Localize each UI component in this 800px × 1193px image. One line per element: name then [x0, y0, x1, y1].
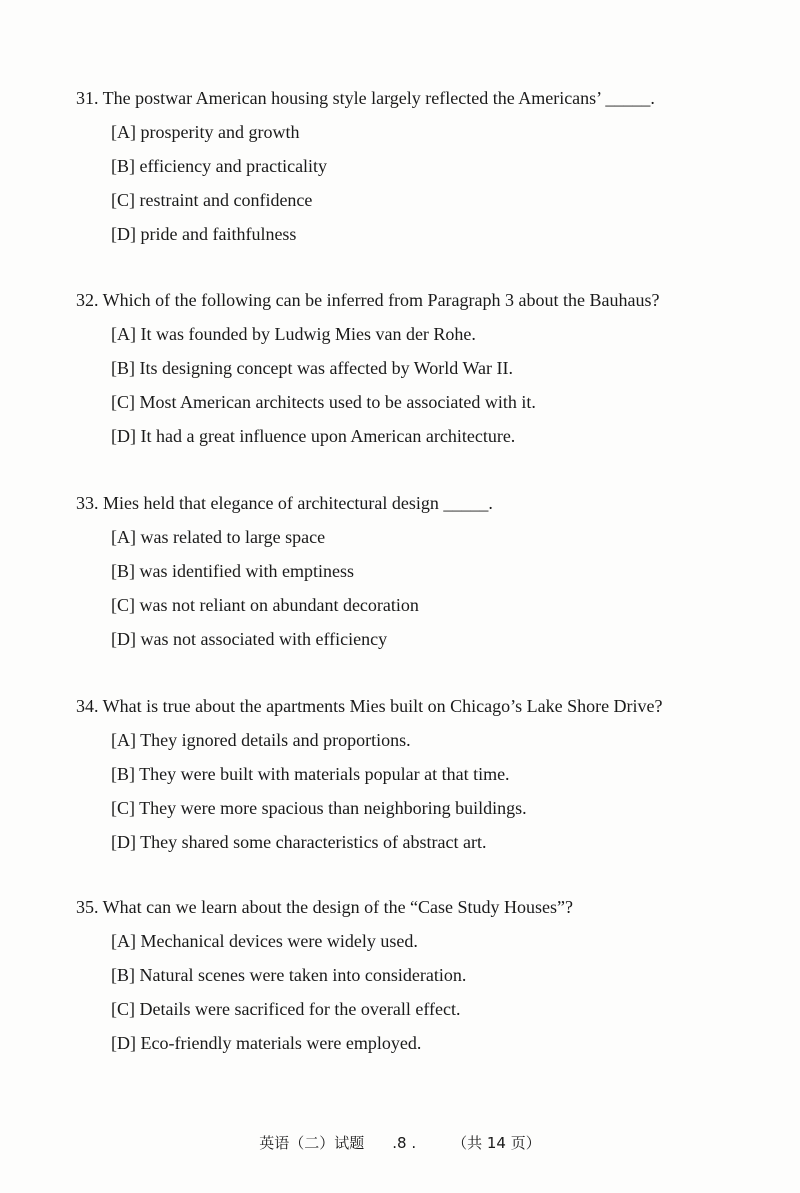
option-c: [C] Most American architects used to be associated with it. [111, 392, 536, 412]
exam-title: 英语（二）试题 [259, 1134, 365, 1152]
option-b: [B] Its designing concept was affected by World War II. [111, 358, 513, 378]
option-d: [D] It had a great influence upon American architecture. [111, 426, 516, 446]
question-stem: 32. Which of the following can be inferred from Paragraph 3 about the Bauhaus? [76, 290, 660, 310]
page-number: .8 . [392, 1134, 417, 1152]
option-a: [A] Mechanical devices were widely used. [111, 931, 418, 951]
option-a: [A] was related to large space [111, 527, 326, 547]
option-d: [D] was not associated with efficiency [111, 629, 388, 649]
question-35 [76, 895, 776, 1055]
option-b: [B] was identified with emptiness [111, 561, 354, 581]
option-b: [B] Natural scenes were taken into consideration. [111, 965, 467, 985]
page-footer [0, 1133, 800, 1153]
total-pages: （共 14 页） [452, 1134, 541, 1152]
option-a: [A] It was founded by Ludwig Mies van der Rohe. [111, 324, 476, 344]
option-c: [C] They were more spacious than neighboring buildings. [111, 798, 527, 818]
option-d: [D] pride and faithfulness [111, 224, 297, 244]
option-b: [B] efficiency and practicality [111, 156, 328, 176]
question-34 [76, 694, 776, 854]
option-b: [B] They were built with materials popular at that time. [111, 764, 510, 784]
question-32 [76, 288, 776, 448]
question-stem: 31. The postwar American housing style largely reflected the Americans’ _____. [76, 88, 655, 108]
option-c: [C] Details were sacrificed for the overall effect. [111, 999, 461, 1019]
option-c: [C] restraint and confidence [111, 190, 313, 210]
question-33 [76, 491, 776, 651]
question-stem: 34. What is true about the apartments Mies built on Chicago’s Lake Shore Drive? [76, 696, 663, 716]
option-d: [D] Eco-friendly materials were employed. [111, 1033, 422, 1053]
option-a: [A] prosperity and growth [111, 122, 300, 142]
question-31 [76, 86, 776, 246]
question-stem: 35. What can we learn about the design of the “Case Study Houses”? [76, 897, 574, 917]
option-a: [A] They ignored details and proportions. [111, 730, 411, 750]
option-c: [C] was not reliant on abundant decoration [111, 595, 419, 615]
option-d: [D] They shared some characteristics of abstract art. [111, 832, 487, 852]
question-stem: 33. Mies held that elegance of architectural design _____. [76, 493, 493, 513]
